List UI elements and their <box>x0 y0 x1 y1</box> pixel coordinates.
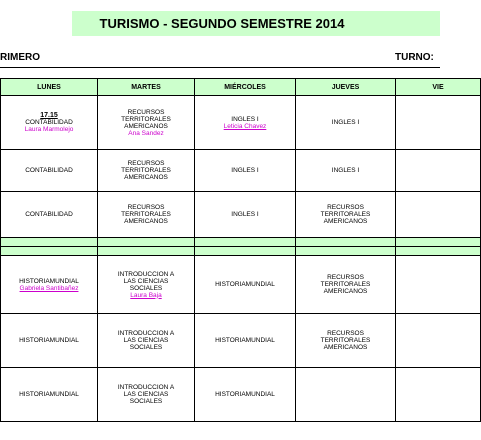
schedule-cell <box>396 314 481 368</box>
schedule-cell <box>98 150 195 192</box>
schedule-cell <box>195 368 296 422</box>
day-header: MIÉRCOLES <box>195 79 296 96</box>
schedule-cell <box>195 192 296 238</box>
course-name: TERRITORALES <box>121 211 171 218</box>
schedule-cell <box>1 314 98 368</box>
schedule-cell <box>1 96 98 150</box>
course-name: INTRODUCCION A <box>117 330 175 337</box>
day-header: LUNES <box>1 79 98 96</box>
course-name: CONTABILIDAD <box>25 211 73 218</box>
course-name: RECURSOS <box>327 204 364 211</box>
course-name: INTRODUCCION A <box>117 270 175 278</box>
header-divider <box>0 67 440 68</box>
schedule-cell <box>296 314 396 368</box>
course-name: SOCIALES <box>129 398 163 405</box>
course-name: RECURSOS <box>127 160 165 167</box>
course-name: INGLES I <box>331 119 360 126</box>
time-slot: 17.15 <box>40 112 58 119</box>
schedule-cell <box>396 256 481 314</box>
teacher-name: Laura Baja <box>130 291 162 299</box>
teacher-name: Laura Marmolejo <box>24 126 74 133</box>
course-name: RECURSOS <box>127 204 165 211</box>
course-name: HISTORIAMUNDIAL <box>19 277 79 285</box>
schedule-cell <box>396 150 481 192</box>
course-name: LAS CIENCIAS <box>123 391 169 398</box>
schedule-cell <box>98 314 195 368</box>
course-name: AMERICANOS <box>323 344 368 351</box>
course-name: SOCIALES <box>129 344 163 351</box>
course-name: RECURSOS <box>127 108 165 116</box>
schedule-row <box>1 192 481 238</box>
course-name: LAS CIENCIAS <box>123 277 169 285</box>
schedule-cell <box>296 150 396 192</box>
course-name: HISTORIAMUNDIAL <box>215 281 275 288</box>
schedule-row <box>1 314 481 368</box>
schedule-cell <box>396 192 481 238</box>
course-name: TERRITORALES <box>121 115 171 123</box>
course-name: TERRITORALES <box>320 281 371 288</box>
schedule-cell <box>296 368 396 422</box>
teacher-name: Gabriela Santibañez <box>19 284 79 292</box>
schedule-cell <box>195 96 296 150</box>
schedule-row <box>1 368 481 422</box>
course-name: HISTORIAMUNDIAL <box>215 391 275 398</box>
schedule-table <box>0 78 481 422</box>
course-name: LAS CIENCIAS <box>123 337 169 344</box>
schedule-cell <box>296 256 396 314</box>
spacer-row <box>1 238 481 247</box>
schedule-cell <box>195 256 296 314</box>
schedule-cell <box>98 256 195 314</box>
section-label-right: TURNO: <box>395 52 434 63</box>
schedule-row <box>1 96 481 150</box>
course-name: AMERICANOS <box>124 174 168 181</box>
teacher-name: Ana Sandez <box>128 129 164 137</box>
schedule-cell <box>98 192 195 238</box>
spacer-row <box>1 247 481 256</box>
course-name: AMERICANOS <box>124 218 168 225</box>
course-name: CONTABILIDAD <box>25 119 73 126</box>
course-name: SOCIALES <box>129 284 163 292</box>
schedule-cell <box>195 314 296 368</box>
schedule-cell <box>98 368 195 422</box>
course-name: RECURSOS <box>327 274 364 281</box>
schedule-cell <box>296 96 396 150</box>
course-name: INGLES I <box>231 211 259 218</box>
schedule-cell <box>98 96 195 150</box>
schedule-cell <box>195 150 296 192</box>
schedule-cell <box>396 96 481 150</box>
course-name: INGLES I <box>231 115 259 123</box>
schedule-cell <box>296 192 396 238</box>
course-name: TERRITORALES <box>320 337 371 344</box>
day-header: MARTES <box>98 79 195 96</box>
schedule-row <box>1 256 481 314</box>
course-name: CONTABILIDAD <box>25 167 73 174</box>
schedule-cell <box>1 368 98 422</box>
course-name: RECURSOS <box>327 330 364 337</box>
schedule-cell <box>1 256 98 314</box>
course-name: HISTORIAMUNDIAL <box>19 391 79 398</box>
teacher-name: Leticia Chavez <box>223 122 267 130</box>
schedule-cell <box>1 192 98 238</box>
course-name: AMERICANOS <box>323 218 368 225</box>
course-name: INGLES I <box>331 167 360 174</box>
schedule-cell <box>396 368 481 422</box>
course-name: TERRITORALES <box>320 211 371 218</box>
day-header: VIE <box>396 79 481 96</box>
course-name: INGLES I <box>231 167 259 174</box>
days-header-row <box>1 79 481 96</box>
course-name: HISTORIAMUNDIAL <box>19 337 79 344</box>
course-name: AMERICANOS <box>124 122 168 130</box>
section-label-left: RIMERO <box>0 52 40 63</box>
schedule-row <box>1 150 481 192</box>
course-name: AMERICANOS <box>323 288 368 295</box>
title-band <box>0 0 440 42</box>
course-name: INTRODUCCION A <box>117 384 175 391</box>
page-title: TURISMO - SEGUNDO SEMESTRE 2014 <box>99 16 345 31</box>
course-name: HISTORIAMUNDIAL <box>215 337 275 344</box>
schedule-cell <box>1 150 98 192</box>
course-name: TERRITORALES <box>121 167 171 174</box>
day-header: JUEVES <box>296 79 396 96</box>
